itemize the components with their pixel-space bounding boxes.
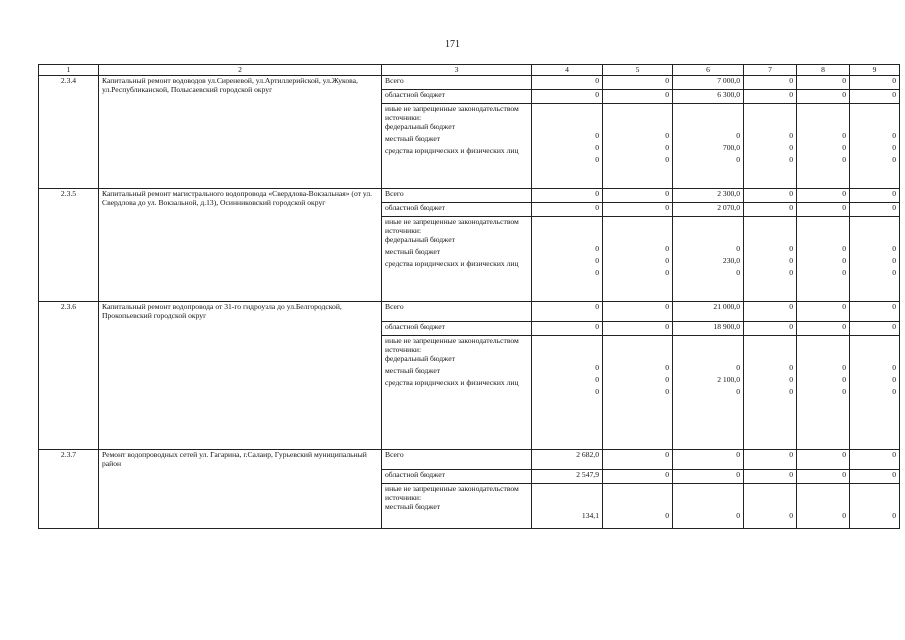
source-label: Всего: [382, 76, 532, 90]
value-cell: 0: [892, 244, 896, 253]
value-cell: 0: [603, 189, 673, 203]
value-cell: 0: [603, 76, 673, 90]
col-header: 6: [673, 65, 744, 76]
source-label: иные не запрещенные законодательством источники:: [385, 484, 519, 502]
value-cell: 0: [789, 375, 793, 384]
value-cell: 0: [665, 244, 669, 253]
value-cell: 0: [842, 143, 846, 152]
table-row: [39, 450, 900, 470]
value-cell: 0: [665, 268, 669, 277]
value-cell: 2 100,0: [717, 375, 740, 384]
value-cell: 7 000,0: [673, 76, 744, 90]
value-cell-group: [797, 104, 850, 189]
value-cell: 0: [744, 203, 797, 217]
value-cell: 0: [736, 511, 740, 520]
row-name: Капитальный ремонт магистрального водопровода «Свердлова-Вокзальная» (от ул. Свердлова до ул. Вокзальной, д.13), Осинниковский городской округ: [99, 189, 382, 302]
value-cell: 0: [842, 131, 846, 140]
value-cell: 0: [665, 387, 669, 396]
value-cell: 0: [797, 203, 850, 217]
value-cell: 6 300,0: [673, 90, 744, 104]
other-sources-cell: [382, 484, 532, 529]
value-cell: 0: [665, 511, 669, 520]
value-cell: 0: [892, 387, 896, 396]
value-cell: 0: [744, 470, 797, 484]
value-cell-group: [603, 336, 673, 450]
col-header: 7: [744, 65, 797, 76]
value-cell-group: [673, 104, 744, 189]
value-cell: 0: [603, 322, 673, 336]
row-name: Капитальный ремонт водопровода от 31-го гидроузла до ул.Белгородской, Прокопьевский городской округ: [99, 302, 382, 450]
row-code: 2.3.4: [39, 76, 99, 189]
value-cell: 0: [850, 90, 900, 104]
value-cell: 0: [736, 268, 740, 277]
value-cell: 0: [892, 268, 896, 277]
source-label: местный бюджет: [385, 366, 441, 375]
value-cell: 0: [736, 387, 740, 396]
value-cell-group: [744, 484, 797, 529]
value-cell: 0: [797, 189, 850, 203]
value-cell: 0: [850, 322, 900, 336]
value-cell: 2 300,0: [673, 189, 744, 203]
row-code: 2.3.5: [39, 189, 99, 302]
value-cell: 0: [892, 363, 896, 372]
source-label: Всего: [382, 450, 532, 470]
value-cell: 0: [797, 90, 850, 104]
source-label: федеральный бюджет: [385, 122, 455, 131]
value-cell: 0: [595, 375, 599, 384]
value-cell: 0: [603, 470, 673, 484]
source-label: иные не запрещенные законодательством источники:: [385, 217, 519, 235]
value-cell: 700,0: [722, 143, 740, 152]
table-row: [39, 302, 900, 322]
row-name: Капитальный ремонт водоводов ул.Сиреневой, ул.Артиллерийской, ул.Жукова, ул.Республиканской, Полысаевский городской округ: [99, 76, 382, 189]
source-label: областной бюджет: [382, 203, 532, 217]
value-cell-group: [603, 217, 673, 302]
source-label: Всего: [382, 189, 532, 203]
value-cell: 0: [603, 203, 673, 217]
value-cell: 0: [595, 256, 599, 265]
value-cell: 0: [850, 450, 900, 470]
row-code: 2.3.6: [39, 302, 99, 450]
value-cell: 134,1: [581, 511, 599, 520]
value-cell: 0: [665, 155, 669, 164]
value-cell: 0: [850, 189, 900, 203]
value-cell: 0: [665, 131, 669, 140]
value-cell: 0: [532, 90, 603, 104]
value-cell-group: [744, 217, 797, 302]
header-row: [39, 65, 900, 76]
value-cell: 18 900,0: [673, 322, 744, 336]
value-cell: 0: [673, 470, 744, 484]
value-cell: 2 070,0: [673, 203, 744, 217]
value-cell-group: [603, 104, 673, 189]
value-cell: 0: [789, 155, 793, 164]
row-code: 2.3.7: [39, 450, 99, 529]
value-cell: 0: [797, 76, 850, 90]
value-cell: 0: [842, 375, 846, 384]
value-cell: 0: [532, 203, 603, 217]
value-cell: 0: [673, 450, 744, 470]
value-cell: 0: [736, 244, 740, 253]
col-header: 3: [382, 65, 532, 76]
value-cell: 0: [789, 511, 793, 520]
value-cell: 0: [789, 387, 793, 396]
source-label: средства юридических и физических лиц: [385, 146, 519, 155]
value-cell: 0: [744, 302, 797, 322]
value-cell: 0: [842, 155, 846, 164]
value-cell-group: [673, 217, 744, 302]
col-header: 5: [603, 65, 673, 76]
value-cell: 0: [744, 189, 797, 203]
value-cell: 0: [603, 450, 673, 470]
source-label: областной бюджет: [382, 470, 532, 484]
value-cell: 0: [595, 268, 599, 277]
value-cell: 0: [736, 155, 740, 164]
source-label: иные не запрещенные законодательством источники:: [385, 104, 519, 122]
value-cell: 2 547,9: [532, 470, 603, 484]
value-cell-group: [532, 336, 603, 450]
value-cell: 0: [595, 155, 599, 164]
value-cell: 0: [842, 387, 846, 396]
value-cell-group: [744, 336, 797, 450]
row-name: Ремонт водопроводных сетей ул. Гагарина, г.Салаир, Гурьевский муниципальный район: [99, 450, 382, 529]
value-cell: 0: [744, 450, 797, 470]
value-cell: 0: [595, 387, 599, 396]
page-number: 171: [445, 39, 460, 50]
value-cell: 0: [789, 244, 793, 253]
value-cell: 0: [797, 322, 850, 336]
source-label: областной бюджет: [382, 90, 532, 104]
source-label: федеральный бюджет: [385, 235, 455, 244]
value-cell: 21 000,0: [673, 302, 744, 322]
value-cell-group: [797, 484, 850, 529]
value-cell: 0: [789, 268, 793, 277]
value-cell: 2 682,0: [532, 450, 603, 470]
value-cell: 0: [850, 203, 900, 217]
col-header: 4: [532, 65, 603, 76]
value-cell-group: [850, 104, 900, 189]
value-cell: 0: [892, 375, 896, 384]
value-cell-group: [850, 217, 900, 302]
value-cell: 0: [744, 322, 797, 336]
value-cell: 0: [850, 76, 900, 90]
value-cell: 0: [850, 470, 900, 484]
value-cell: 0: [603, 90, 673, 104]
value-cell-group: [744, 104, 797, 189]
value-cell: 0: [595, 363, 599, 372]
value-cell: 0: [892, 511, 896, 520]
other-sources-cell: [382, 104, 532, 189]
value-cell: 0: [842, 363, 846, 372]
value-cell-group: [673, 336, 744, 450]
source-label: Всего: [382, 302, 532, 322]
source-label: средства юридических и физических лиц: [385, 378, 519, 387]
value-cell: 0: [797, 450, 850, 470]
col-header: 8: [797, 65, 850, 76]
value-cell: 0: [789, 131, 793, 140]
other-sources-cell: [382, 217, 532, 302]
source-label: иные не запрещенные законодательством источники:: [385, 336, 519, 354]
value-cell: 0: [595, 143, 599, 152]
value-cell-group: [797, 336, 850, 450]
value-cell: 0: [842, 256, 846, 265]
value-cell: 0: [595, 131, 599, 140]
col-header: 9: [850, 65, 900, 76]
value-cell: 0: [665, 375, 669, 384]
value-cell: 0: [665, 363, 669, 372]
other-sources-cell: [382, 336, 532, 450]
value-cell: 0: [842, 511, 846, 520]
value-cell: 0: [736, 131, 740, 140]
source-label: федеральный бюджет: [385, 354, 455, 363]
value-cell: 0: [532, 189, 603, 203]
value-cell: 0: [842, 244, 846, 253]
value-cell: 0: [892, 155, 896, 164]
value-cell: 0: [665, 143, 669, 152]
value-cell: 0: [736, 363, 740, 372]
value-cell: 0: [789, 256, 793, 265]
value-cell: 0: [789, 143, 793, 152]
value-cell: 0: [789, 363, 793, 372]
col-header: 1: [39, 65, 99, 76]
value-cell-group: [797, 217, 850, 302]
source-label: средства юридических и физических лиц: [385, 259, 519, 268]
col-header: 2: [99, 65, 382, 76]
value-cell: 0: [797, 302, 850, 322]
value-cell: 0: [842, 268, 846, 277]
value-cell: 0: [892, 143, 896, 152]
source-label: местный бюджет: [385, 247, 441, 256]
source-label: областной бюджет: [382, 322, 532, 336]
program-table: [38, 64, 900, 529]
value-cell: 0: [595, 244, 599, 253]
value-cell: 0: [744, 76, 797, 90]
value-cell: 230,0: [722, 256, 740, 265]
table-row: [39, 76, 900, 90]
value-cell-group: [532, 104, 603, 189]
value-cell: 0: [892, 256, 896, 265]
value-cell-group: [850, 484, 900, 529]
table-row: [39, 189, 900, 203]
value-cell: 0: [892, 131, 896, 140]
value-cell-group: [532, 217, 603, 302]
value-cell-group: [673, 484, 744, 529]
value-cell: 0: [532, 76, 603, 90]
value-cell-group: [532, 484, 603, 529]
value-cell: 0: [797, 470, 850, 484]
source-label: местный бюджет: [385, 502, 441, 511]
value-cell: 0: [603, 302, 673, 322]
source-label: местный бюджет: [385, 134, 441, 143]
value-cell: 0: [532, 302, 603, 322]
value-cell: 0: [532, 322, 603, 336]
value-cell: 0: [744, 90, 797, 104]
value-cell-group: [850, 336, 900, 450]
value-cell-group: [603, 484, 673, 529]
value-cell: 0: [665, 256, 669, 265]
value-cell: 0: [850, 302, 900, 322]
